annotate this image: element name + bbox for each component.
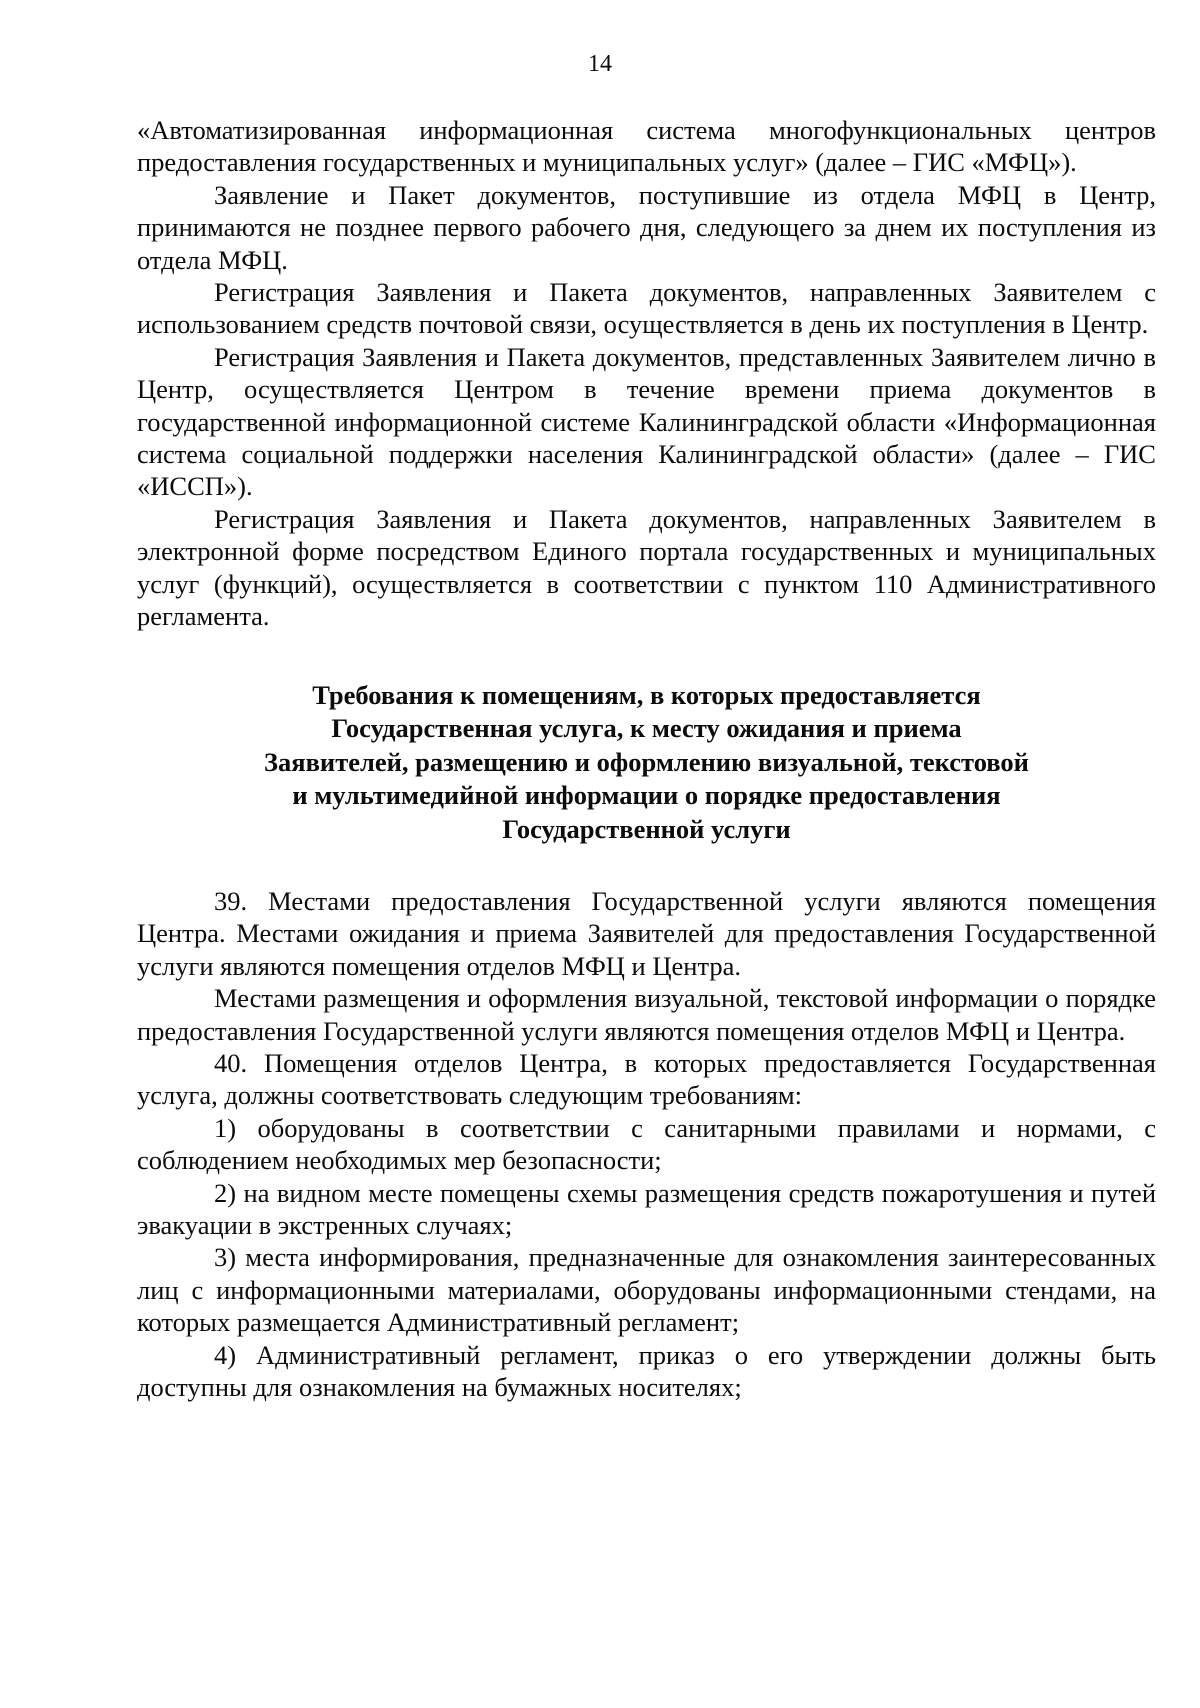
section-heading — [137, 679, 1156, 847]
paragraph-info-placement: Местами размещения и оформления визуальной, текстовой информации о порядке предоставления Государственной услуги являются помещения отделов МФЦ и Центра. — [137, 983, 1156, 1046]
paragraph-personal-registration: Регистрация Заявления и Пакета документов, представленных Заявителем лично в Центр, осуществляется Центром в течение времени приема документов в государственной информационной системе Калининградской области «Информационная система социальной поддержки населения Калининградской области» (далее – ГИС «ИССП»). — [137, 341, 1156, 502]
section-heading-line: Государственной услуги — [502, 813, 791, 844]
paragraph-gis-mfc: «Автоматизированная информационная система многофункциональных центров предоставления государственных и муниципальных услуг» (далее – ГИС «МФЦ»). — [137, 115, 1156, 178]
paragraph-electronic-registration: Регистрация Заявления и Пакета документов, направленных Заявителем в электронной форме посредством Единого портала государственных и муниципальных услуг (функций), осуществляется в соответствии с пунктом 110 Административного регламента. — [137, 503, 1156, 632]
document-body — [137, 114, 1156, 1404]
paragraph-40: 40. Помещения отделов Центра, в которых предоставляется Государственная услуга, должны соответствовать следующим требованиям: — [137, 1048, 1156, 1111]
list-item-4: 4) Административный регламент, приказ о его утверждении должны быть доступны для ознакомления на бумажных носителях; — [137, 1339, 1156, 1403]
section-heading-line: Заявителей, размещению и оформлению визуальной, текстовой — [264, 746, 1029, 777]
list-item-1: 1) оборудованы в соответствии с санитарными правилами и нормами, с соблюдением необходимых мер безопасности; — [137, 1112, 1156, 1176]
page-number: 14 — [588, 51, 612, 77]
list-item-3: 3) места информирования, предназначенные для ознакомления заинтересованных лиц с информационными материалами, оборудованы информационными стендами, на которых размещается Административный регламент; — [137, 1242, 1156, 1338]
paragraph-postal-registration: Регистрация Заявления и Пакета документов, направленных Заявителем с использованием средств почтовой связи, осуществляется в день их поступления в Центр. — [137, 277, 1156, 340]
list-item-2: 2) на видном месте помещены схемы размещения средств пожаротушения и путей эвакуации в экстренных случаях; — [137, 1177, 1156, 1241]
section-heading-line: Требования к помещениям, в которых предоставляется — [312, 679, 981, 710]
section-heading-line: Государственная услуга, к месту ожидания и приема — [331, 713, 962, 743]
paragraph-39: 39. Местами предоставления Государственной услуги являются помещения Центра. Местами ожидания и приема Заявителей для предоставления Государственной услуги являются помещения отделов МФЦ и Центра. — [137, 886, 1156, 981]
paragraph-application-acceptance: Заявление и Пакет документов, поступившие из отдела МФЦ в Центр, принимаются не позднее первого рабочего дня, следующего за днем их поступления из отдела МФЦ. — [137, 179, 1156, 275]
section-heading-line: и мультимедийной информации о порядке предоставления — [292, 780, 1001, 810]
